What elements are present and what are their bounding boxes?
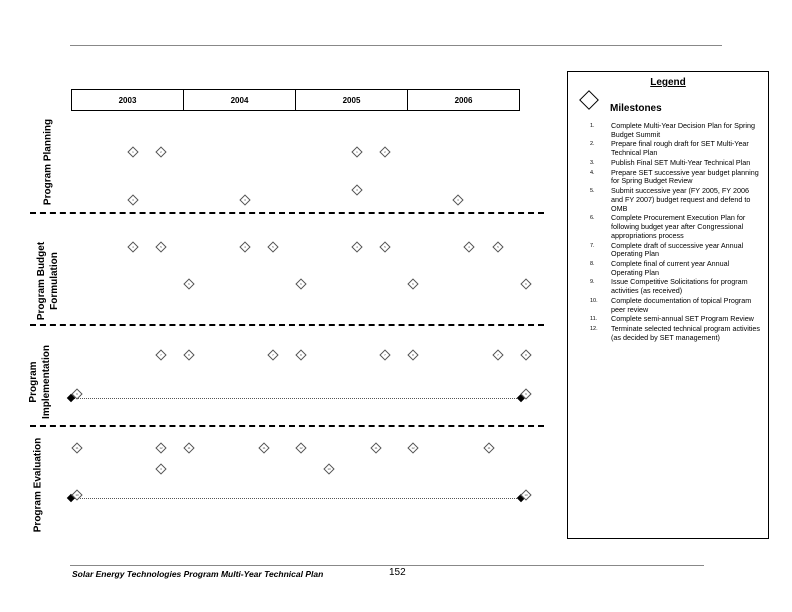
milestone-marker bbox=[324, 463, 335, 474]
legend-item-number: 4. bbox=[590, 169, 595, 176]
milestone-number: 3 bbox=[159, 467, 162, 471]
milestone-number: 8 bbox=[524, 353, 527, 357]
timeline-bar bbox=[71, 398, 521, 399]
legend-item-text: Terminate selected technical program activities (as decided by SET management) bbox=[611, 324, 761, 342]
milestone-marker bbox=[483, 442, 494, 453]
milestone-number: 6 bbox=[524, 282, 527, 286]
milestone-marker bbox=[380, 241, 391, 252]
milestone-marker bbox=[127, 146, 138, 157]
milestone-marker bbox=[295, 278, 306, 289]
year-cell: 2004 bbox=[184, 90, 296, 110]
milestone-marker bbox=[127, 194, 138, 205]
legend-item bbox=[590, 187, 762, 213]
footer-title: Solar Energy Technologies Program Multi-Year Technical Plan bbox=[72, 569, 324, 579]
milestone-marker bbox=[258, 442, 269, 453]
milestone-number: 9 bbox=[524, 392, 527, 396]
milestone-marker bbox=[267, 241, 278, 252]
section-divider bbox=[30, 324, 544, 326]
milestone-number: 10 bbox=[74, 493, 79, 497]
legend-item bbox=[590, 169, 762, 186]
milestone-number: 4 bbox=[131, 245, 134, 249]
milestone-number: 5 bbox=[384, 245, 387, 249]
milestone-number: 11 bbox=[262, 446, 266, 450]
milestone-marker bbox=[352, 184, 363, 195]
legend-item-number: 9. bbox=[590, 279, 595, 286]
milestone-number: 1 bbox=[356, 150, 359, 154]
legend-item-text: Prepare final rough draft for SET Multi-Year Technical Plan bbox=[611, 139, 749, 158]
milestone-marker bbox=[408, 349, 419, 360]
legend-item-number: 5. bbox=[590, 188, 595, 195]
milestone-number: 7 bbox=[159, 353, 162, 357]
legend-item-number: 1. bbox=[590, 123, 595, 129]
milestone-marker bbox=[371, 442, 382, 453]
milestone-number: 4 bbox=[356, 245, 359, 249]
milestone-number: 2 bbox=[159, 150, 162, 154]
milestone-marker bbox=[380, 349, 391, 360]
milestone-marker bbox=[380, 146, 391, 157]
milestone-marker bbox=[352, 146, 363, 157]
milestone-marker bbox=[520, 278, 531, 289]
milestone-marker bbox=[408, 442, 419, 453]
legend-item bbox=[590, 140, 762, 157]
legend-item-number: 8. bbox=[590, 260, 595, 267]
footer-rule bbox=[70, 565, 704, 566]
milestone-number: 3 bbox=[131, 198, 134, 202]
legend-item-number: 2. bbox=[590, 141, 595, 148]
milestone-number: 11 bbox=[487, 446, 491, 450]
milestone-number: 8 bbox=[188, 353, 190, 357]
milestone-marker bbox=[267, 349, 278, 360]
milestone-number: 7 bbox=[272, 353, 274, 357]
milestone-diamond-icon bbox=[579, 90, 599, 110]
milestone-number: 7 bbox=[384, 353, 387, 357]
milestone-number: 6 bbox=[300, 282, 302, 286]
milestone-number: 11 bbox=[75, 446, 79, 450]
milestone-marker bbox=[453, 194, 464, 205]
milestone-number: 6 bbox=[188, 282, 190, 286]
milestone-marker bbox=[520, 349, 531, 360]
legend-item bbox=[590, 159, 762, 168]
year-cell: 2006 bbox=[454, 95, 473, 105]
timeline-bar bbox=[71, 498, 521, 499]
milestone-marker bbox=[295, 349, 306, 360]
milestone-number: 7 bbox=[496, 353, 499, 357]
milestone-number: 9 bbox=[75, 392, 78, 396]
milestone-number: 10 bbox=[523, 493, 528, 497]
legend-item bbox=[590, 315, 762, 324]
milestone-number: 6 bbox=[412, 282, 415, 286]
milestone-marker bbox=[155, 146, 166, 157]
legend-box bbox=[567, 71, 769, 539]
legend-title: Legend bbox=[650, 77, 686, 88]
year-cell: 2003 bbox=[72, 90, 184, 110]
legend-item bbox=[590, 122, 762, 139]
section-label-budget: Program Budget Formulation bbox=[36, 241, 60, 321]
legend-item-text: Submit successive year (FY 2005, FY 2006 and FY 2007) budget request and defend to OMB bbox=[611, 186, 751, 213]
milestone-number: 12 bbox=[159, 446, 163, 450]
legend-item bbox=[590, 297, 762, 314]
milestone-number: 2 bbox=[384, 150, 387, 154]
legend-item-number: 3. bbox=[590, 159, 595, 166]
legend-milestones-label: Milestones bbox=[610, 103, 662, 114]
milestone-number: 10 bbox=[327, 467, 331, 471]
legend-item-text: Complete Multi-Year Decision Plan for Spring Budget Summit bbox=[611, 121, 755, 139]
milestone-marker bbox=[183, 278, 194, 289]
milestone-marker bbox=[183, 442, 194, 453]
legend-item-text: Complete documentation of topical Program peer review bbox=[611, 295, 752, 314]
milestone-marker bbox=[155, 241, 166, 252]
milestone-marker bbox=[71, 442, 82, 453]
legend-item bbox=[590, 242, 762, 259]
milestone-marker bbox=[408, 278, 419, 289]
legend-item-text: Complete semi-annual SET Program Review bbox=[611, 314, 754, 324]
legend-item-number: 10. bbox=[590, 297, 598, 304]
milestone-marker bbox=[155, 349, 166, 360]
legend-item-text: Complete final of current year Annual Operating Plan bbox=[611, 258, 730, 277]
milestone-number: 11 bbox=[187, 446, 191, 450]
legend-item-text: Issue Competitive Solicitations for program activities (as received) bbox=[611, 277, 748, 296]
legend-item bbox=[590, 325, 762, 342]
milestone-marker bbox=[239, 194, 250, 205]
milestone-marker bbox=[239, 241, 250, 252]
header-rule bbox=[70, 45, 722, 46]
milestone-number: 5 bbox=[159, 245, 162, 249]
section-label-evaluation: Program Evaluation bbox=[32, 437, 44, 533]
milestone-marker bbox=[492, 241, 503, 252]
milestone-marker bbox=[464, 241, 475, 252]
section-divider bbox=[30, 212, 544, 214]
legend-item bbox=[590, 260, 762, 277]
legend-item-text: Publish Final SET Multi-Year Technical Plan bbox=[611, 157, 751, 167]
legend-list bbox=[590, 122, 762, 344]
milestone-marker bbox=[127, 241, 138, 252]
milestone-marker bbox=[492, 349, 503, 360]
legend-item bbox=[590, 278, 762, 295]
milestone-number: 1 bbox=[131, 150, 134, 154]
milestone-marker bbox=[352, 241, 363, 252]
milestone-number: 3 bbox=[244, 198, 246, 202]
year-cell: 2005 bbox=[296, 90, 408, 110]
section-divider bbox=[30, 425, 544, 427]
legend-item-text: Complete Procurement Execution Plan for following budget year after Congressional appropriations process bbox=[611, 213, 746, 240]
milestone-number: 11 bbox=[374, 446, 378, 450]
milestone-marker bbox=[183, 349, 194, 360]
page-number: 152 bbox=[389, 567, 406, 578]
legend-item-text: Prepare SET successive year budget planning for Spring Budget Review bbox=[611, 167, 759, 186]
milestone-number: 3 bbox=[356, 188, 359, 192]
legend-item-number: 11. bbox=[590, 316, 598, 323]
milestone-number: 8 bbox=[300, 353, 302, 357]
milestone-number: 4 bbox=[244, 245, 246, 249]
section-label-planning: Program Planning bbox=[42, 118, 54, 206]
legend-item-text: Complete draft of successive year Annual Operating Plan bbox=[611, 240, 744, 259]
milestone-marker bbox=[155, 442, 166, 453]
section-label-implementation: Program Implementation bbox=[28, 345, 52, 419]
milestone-number: 12 bbox=[411, 446, 416, 450]
milestone-marker bbox=[155, 463, 166, 474]
legend-item bbox=[590, 214, 762, 240]
milestone-number: 3 bbox=[457, 198, 460, 202]
milestone-number: 12 bbox=[299, 446, 303, 450]
milestone-number: 5 bbox=[496, 245, 499, 249]
milestone-marker bbox=[295, 442, 306, 453]
milestone-number: 4 bbox=[468, 245, 471, 249]
year-header bbox=[71, 89, 520, 111]
milestone-number: 5 bbox=[272, 245, 274, 249]
legend-item-number: 7. bbox=[590, 242, 595, 249]
legend-item-number: 6. bbox=[590, 215, 595, 222]
legend-item-number: 12. bbox=[590, 326, 598, 333]
milestone-number: 8 bbox=[412, 353, 415, 357]
